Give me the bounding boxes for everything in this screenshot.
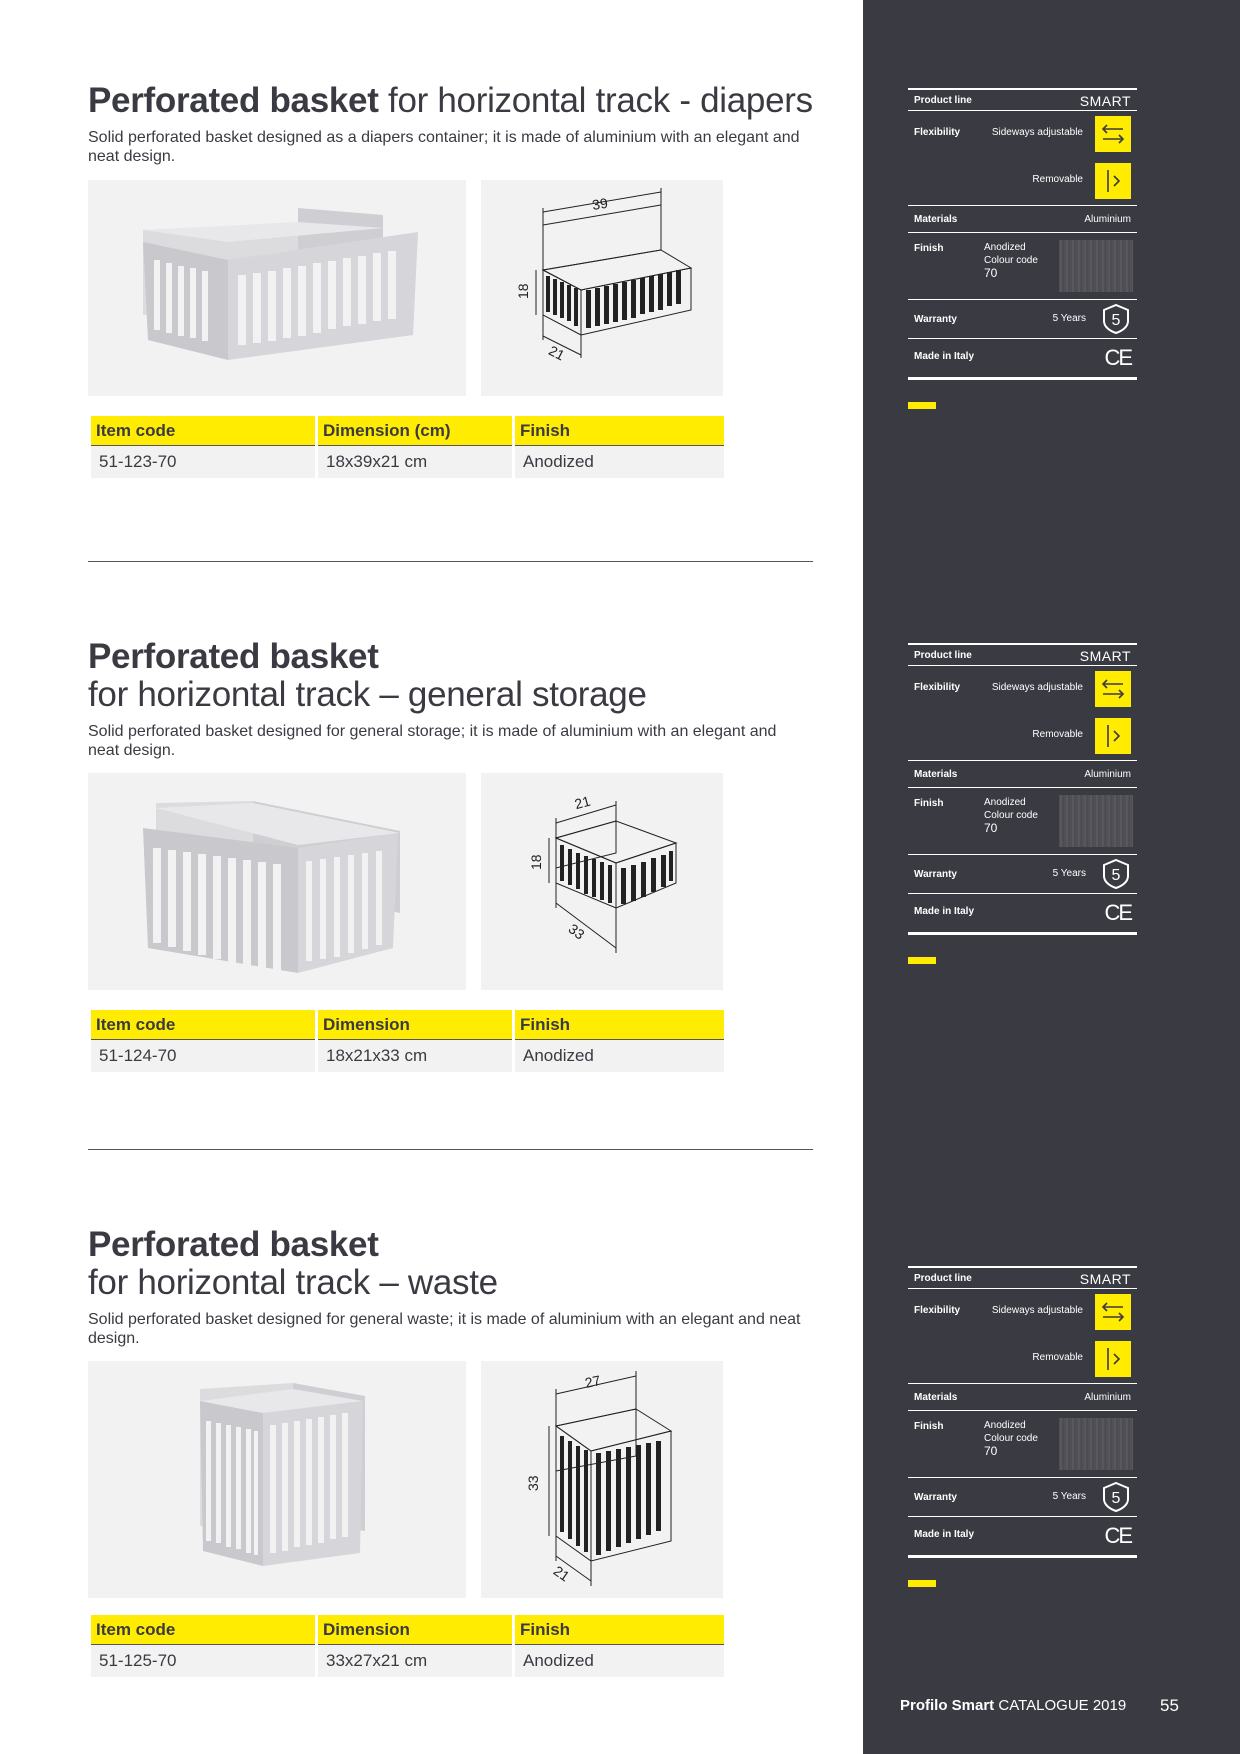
spec-product-line-label: Product line — [914, 650, 972, 661]
dim-depth-label: 21 — [550, 1562, 573, 1585]
header-dimension: Dimension — [318, 1010, 512, 1040]
product-title: Perforated basket for horizontal track – general storage — [88, 637, 647, 714]
svg-text:5: 5 — [1111, 867, 1121, 884]
removable-icon — [1095, 718, 1131, 754]
spec-materials-value: Aluminium — [1084, 1392, 1131, 1403]
svg-text:5: 5 — [1111, 1490, 1121, 1507]
dim-depth-label: 21 — [546, 342, 568, 364]
catalogue-footer — [900, 1697, 1126, 1714]
svg-text:5: 5 — [1111, 312, 1121, 329]
spec-warranty-label: Warranty — [914, 314, 957, 325]
cell-dimension: 18x21x33 cm — [318, 1040, 512, 1072]
dim-height-label: 18 — [515, 283, 531, 299]
product-photo — [88, 1361, 466, 1598]
spec-product-line-value: SMART — [1079, 1271, 1131, 1287]
cell-finish: Anodized — [515, 1040, 724, 1072]
item-table — [91, 416, 724, 478]
spec-flexibility-label: Flexibility — [914, 127, 961, 138]
cell-dimension: 18x39x21 cm — [318, 446, 512, 478]
product-title: Perforated basket for horizontal track - diapers — [88, 81, 813, 120]
spec-materials-value: Aluminium — [1084, 769, 1131, 780]
finish-swatch — [1059, 240, 1133, 292]
footer-catalogue: CATALOGUE 2019 — [998, 1697, 1127, 1714]
cell-finish: Anodized — [515, 446, 724, 478]
finish-swatch — [1059, 795, 1133, 847]
dim-height-label: 18 — [528, 854, 544, 870]
spec-finish-text: Anodized Colour code 70 — [984, 242, 1038, 280]
header-dimension: Dimension (cm) — [318, 416, 512, 446]
spec-finish-text: Anodized Colour code 70 — [984, 1420, 1038, 1458]
spec-warranty-value: 5 Years — [1052, 868, 1086, 879]
dim-depth-label: 33 — [565, 920, 588, 943]
header-dimension: Dimension — [318, 1615, 512, 1645]
finish-swatch — [1059, 1418, 1133, 1470]
accent-marker — [908, 957, 936, 964]
accent-marker — [908, 402, 936, 409]
spec-flexibility-label: Flexibility — [914, 1305, 961, 1316]
spec-materials-label: Materials — [914, 769, 958, 780]
product-section-diapers — [88, 82, 813, 166]
removable-icon — [1095, 1341, 1131, 1377]
page-number: 55 — [1160, 1696, 1179, 1715]
header-finish: Finish — [515, 1010, 724, 1040]
spec-materials-label: Materials — [914, 214, 958, 225]
spec-product-line-label: Product line — [914, 95, 972, 106]
spec-warranty-label: Warranty — [914, 1492, 957, 1503]
spec-removable-text: Removable — [1032, 729, 1083, 740]
dimension-drawing — [481, 180, 723, 396]
product-section-waste — [88, 1226, 813, 1348]
ce-mark-icon: CE — [1104, 900, 1131, 925]
product-photo — [88, 773, 466, 990]
section-divider — [88, 561, 813, 562]
product-photo — [88, 180, 466, 396]
spec-finish-label: Finish — [914, 1421, 944, 1432]
spec-product-line-value: SMART — [1079, 93, 1131, 109]
spec-panel — [908, 1266, 1137, 1566]
cell-item-code: 51-125-70 — [91, 1645, 315, 1677]
cell-item-code: 51-123-70 — [91, 446, 315, 478]
product-description: Solid perforated basket designed for general waste; it is made of aluminium with an elegant and neat design. — [88, 1311, 801, 1347]
ce-mark-icon: CE — [1104, 1523, 1131, 1548]
removable-icon — [1095, 163, 1131, 199]
spec-made-in-label: Made in Italy — [914, 906, 975, 917]
dim-width-label: 39 — [590, 194, 609, 213]
spec-panel — [908, 643, 1137, 943]
item-table — [91, 1615, 724, 1677]
warranty-shield-icon — [1101, 858, 1131, 890]
warranty-shield-icon — [1101, 1481, 1131, 1513]
product-title: Perforated basket for horizontal track – waste — [88, 1225, 498, 1302]
spec-product-line-value: SMART — [1079, 648, 1131, 664]
spec-warranty-label: Warranty — [914, 869, 957, 880]
header-item-code: Item code — [91, 1010, 315, 1040]
spec-sideways-text: Sideways adjustable — [991, 127, 1083, 138]
section-divider — [88, 1149, 813, 1150]
header-finish: Finish — [515, 1615, 724, 1645]
dim-width-label: 21 — [572, 792, 592, 813]
dim-width-label: 27 — [583, 1372, 602, 1391]
dimension-drawing — [481, 773, 723, 990]
spec-warranty-value: 5 Years — [1052, 1491, 1086, 1502]
spec-finish-label: Finish — [914, 798, 944, 809]
spec-removable-text: Removable — [1032, 174, 1083, 185]
sideways-arrows-icon — [1095, 1294, 1131, 1330]
product-section-general-storage — [88, 638, 813, 760]
header-finish: Finish — [515, 416, 724, 446]
ce-mark-icon: CE — [1104, 345, 1131, 370]
header-item-code: Item code — [91, 416, 315, 446]
cell-dimension: 33x27x21 cm — [318, 1645, 512, 1677]
spec-removable-text: Removable — [1032, 1352, 1083, 1363]
sideways-arrows-icon — [1095, 671, 1131, 707]
product-description: Solid perforated basket designed as a diapers container; it is made of aluminium with an elegant and neat design. — [88, 129, 800, 165]
spec-materials-value: Aluminium — [1084, 214, 1131, 225]
spec-product-line-label: Product line — [914, 1273, 972, 1284]
spec-finish-text: Anodized Colour code 70 — [984, 797, 1038, 835]
spec-sideways-text: Sideways adjustable — [991, 1305, 1083, 1316]
item-table — [91, 1010, 724, 1072]
spec-warranty-value: 5 Years — [1052, 313, 1086, 324]
spec-finish-label: Finish — [914, 243, 944, 254]
spec-made-in-label: Made in Italy — [914, 351, 975, 362]
spec-panel — [908, 88, 1137, 388]
header-item-code: Item code — [91, 1615, 315, 1645]
spec-sideways-text: Sideways adjustable — [991, 682, 1083, 693]
spec-flexibility-label: Flexibility — [914, 682, 961, 693]
spec-made-in-label: Made in Italy — [914, 1529, 975, 1540]
warranty-shield-icon — [1101, 303, 1131, 335]
dim-height-label: 33 — [525, 1475, 541, 1491]
spec-materials-label: Materials — [914, 1392, 958, 1403]
sideways-arrows-icon — [1095, 116, 1131, 152]
cell-finish: Anodized — [515, 1645, 724, 1677]
product-description: Solid perforated basket designed for general storage; it is made of aluminium with an elegant and neat design. — [88, 723, 777, 759]
accent-marker — [908, 1580, 936, 1587]
footer-brand: Profilo Smart — [900, 1697, 995, 1714]
cell-item-code: 51-124-70 — [91, 1040, 315, 1072]
dimension-drawing — [481, 1361, 723, 1598]
